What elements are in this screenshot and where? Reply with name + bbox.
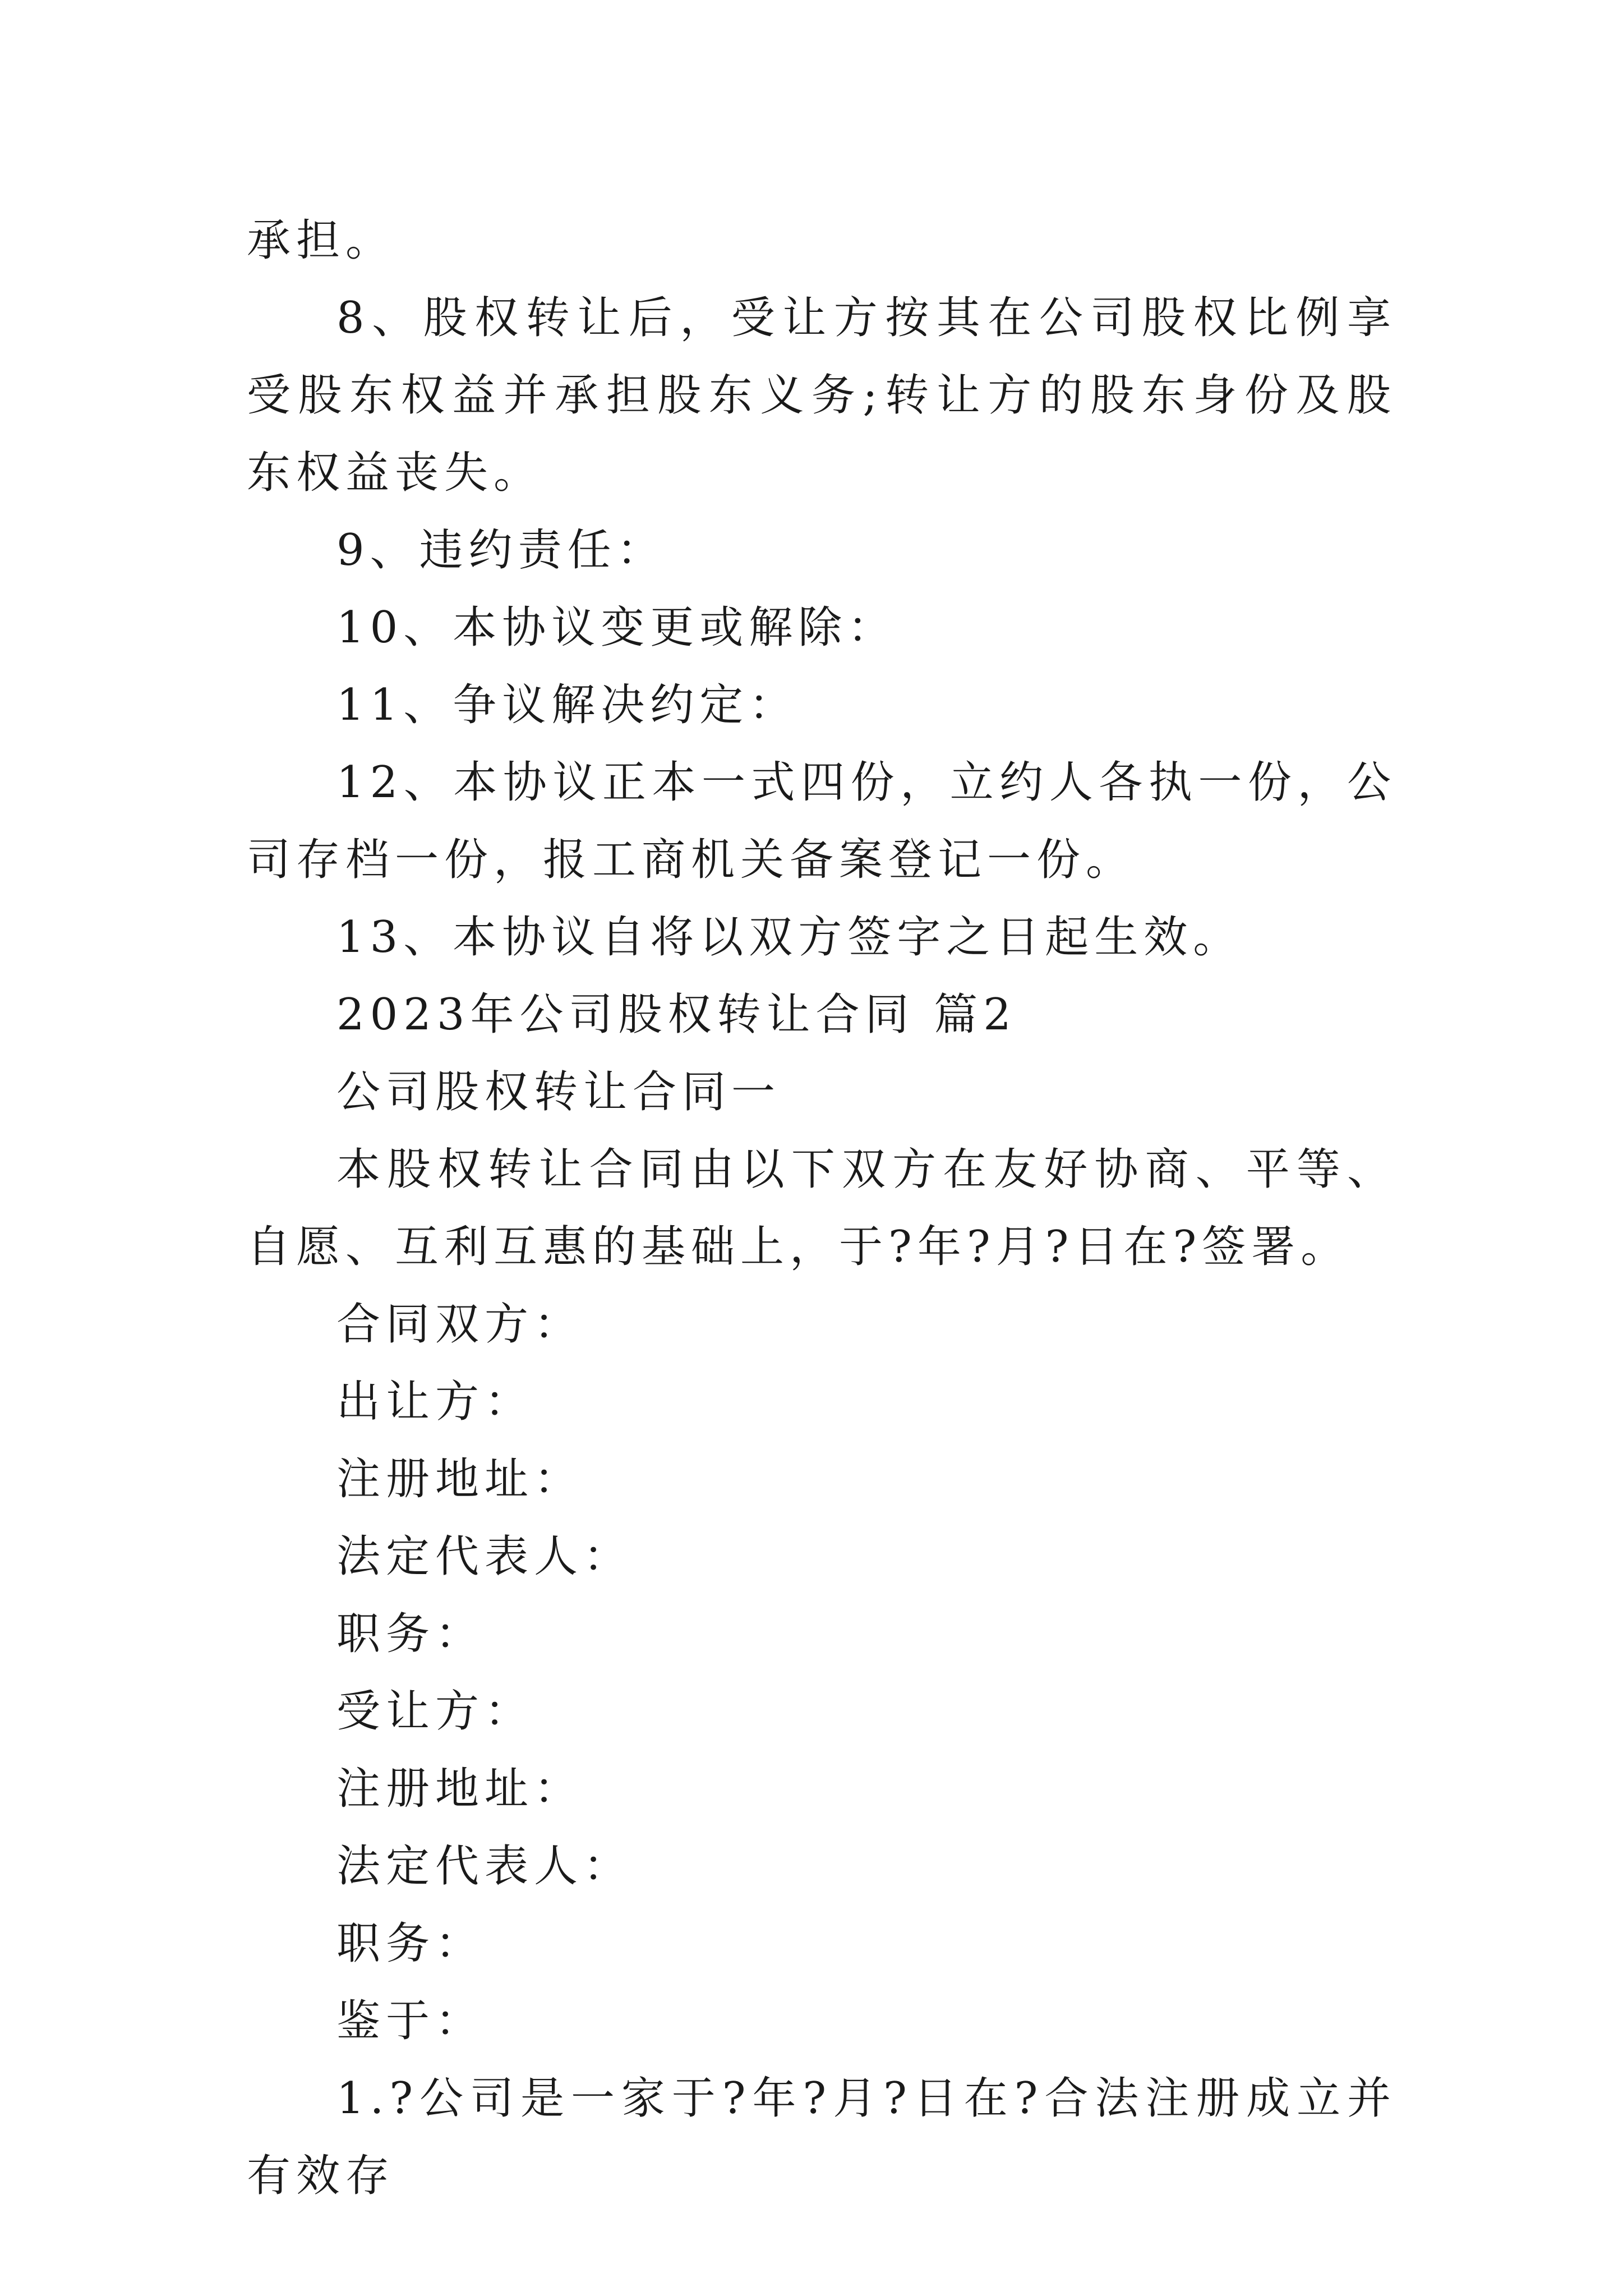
paragraph-preamble: 本股权转让合同由以下双方在友好协商、平等、自愿、互利互惠的基础上，于?年?月?日在?签署。 [247, 1144, 1396, 1272]
paragraph-clause-11: 11、争议解决约定： [336, 680, 799, 730]
label-parties: 合同双方： [336, 1299, 584, 1350]
paragraph-clause-8: 8、股权转让后，受让方按其在公司股权比例享受股东权益并承担股东义务;转让方的股东身份及股东权益丧失。 [247, 293, 1396, 498]
paragraph-clause-13: 13、本协议自将以双方签字之日起生效。 [336, 912, 1243, 963]
document-body [247, 202, 1396, 2215]
paragraph-clause-12: 12、本协议正本一式四份，立约人各执一份，公司存档一份，报工商机关备案登记一份。 [247, 757, 1396, 885]
label-transferor-address: 注册地址： [336, 1454, 584, 1504]
section-heading: 2023年公司股权转让合同 篇2 [336, 990, 1017, 1040]
label-transferee: 受让方： [336, 1686, 534, 1737]
paragraph-clause-10: 10、本协议变更或解除： [336, 602, 897, 653]
label-whereas: 鉴于： [336, 1996, 485, 2046]
label-transferor-representative: 法定代表人： [336, 1531, 633, 1582]
contract-title: 公司股权转让合同一 [336, 1067, 781, 1117]
label-transferor-position: 职务： [336, 1609, 485, 1659]
paragraph-whereas-1: 1.?公司是一家于?年?月?日在?合法注册成立并有效存 [247, 2073, 1396, 2201]
paragraph-clause-9: 9、违约责任： [336, 525, 666, 576]
paragraph-continuation: 承担。 [247, 215, 395, 266]
label-transferee-address: 注册地址： [336, 1764, 584, 1814]
label-transferee-representative: 法定代表人： [336, 1841, 633, 1892]
label-transferee-position: 职务： [336, 1918, 485, 1969]
label-transferor: 出让方： [336, 1377, 534, 1427]
